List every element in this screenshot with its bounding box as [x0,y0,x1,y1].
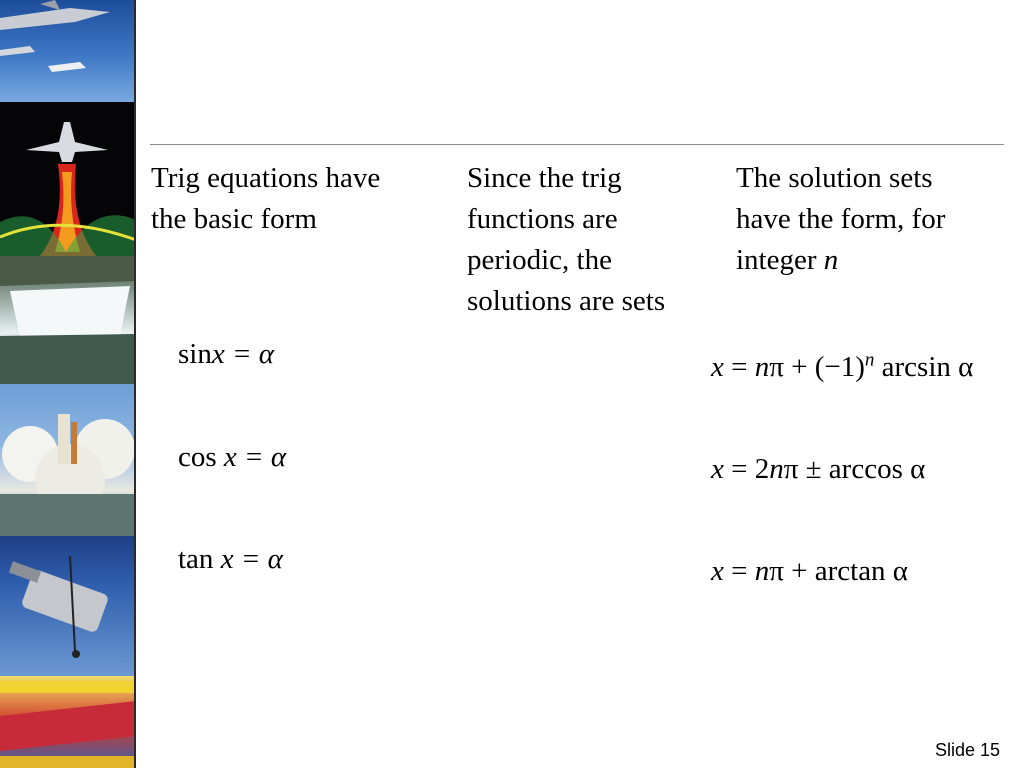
solution-tan [711,555,908,588]
equation-tan [178,543,283,576]
col2-line: solutions are sets [467,285,666,317]
var-x: x [220,543,234,575]
integer-n: n [823,244,839,276]
slide-number: Slide 15 [934,740,1000,760]
column-periodic [467,158,727,322]
var-x: x [223,441,237,473]
waterfall-photo [0,256,136,384]
title-rule [150,144,1004,145]
column-solution-sets [736,158,1016,281]
equation-cos [178,441,286,474]
sol-part: = 2 [723,453,770,485]
sol-part: π + (−1) [769,351,865,383]
sol-part: π ± arccos α [783,453,926,485]
strip-edge [134,0,136,768]
col3-line [736,240,1016,281]
column-basic-form [151,158,451,240]
shuttle-launch-photo [0,384,136,536]
eq-rest: = α [236,441,287,473]
sol-part: = [723,351,755,383]
equation-sin [178,338,274,371]
space-telescope-photo [0,536,136,676]
sol-part: = [723,555,755,587]
eq-rest: = α [233,543,283,575]
var-x: x [711,555,724,587]
var-n: n [769,453,784,485]
solution-cos [711,453,925,486]
col1-line: Trig equations have [151,162,381,194]
exponent-n: n [864,349,875,371]
col3-text: integer [736,244,824,276]
var-x: x [711,453,724,485]
col2-line: Since the trig [467,162,622,194]
roller-coaster-photo [0,676,136,768]
eq-rest: = α [224,338,275,370]
fn-sin: sin [178,338,212,370]
fn-tan: tan [178,543,221,575]
sol-part: arcsin α [874,351,974,383]
col1-line: the basic form [151,203,317,235]
col2-line: periodic, the [467,244,612,276]
solution-sin [711,351,973,384]
fn-cos: cos [178,441,224,473]
aircraft-photo [0,0,136,102]
var-n: n [754,351,770,383]
col2-line: functions are [467,203,618,235]
image-strip [0,0,136,768]
col3-line: have the form, for [736,203,946,235]
jet-plume-photo [0,102,136,256]
col3-line: The solution sets [736,162,933,194]
var-x: x [211,338,225,370]
var-n: n [754,555,770,587]
var-x: x [711,351,724,383]
sol-part: π + arctan α [769,555,909,587]
